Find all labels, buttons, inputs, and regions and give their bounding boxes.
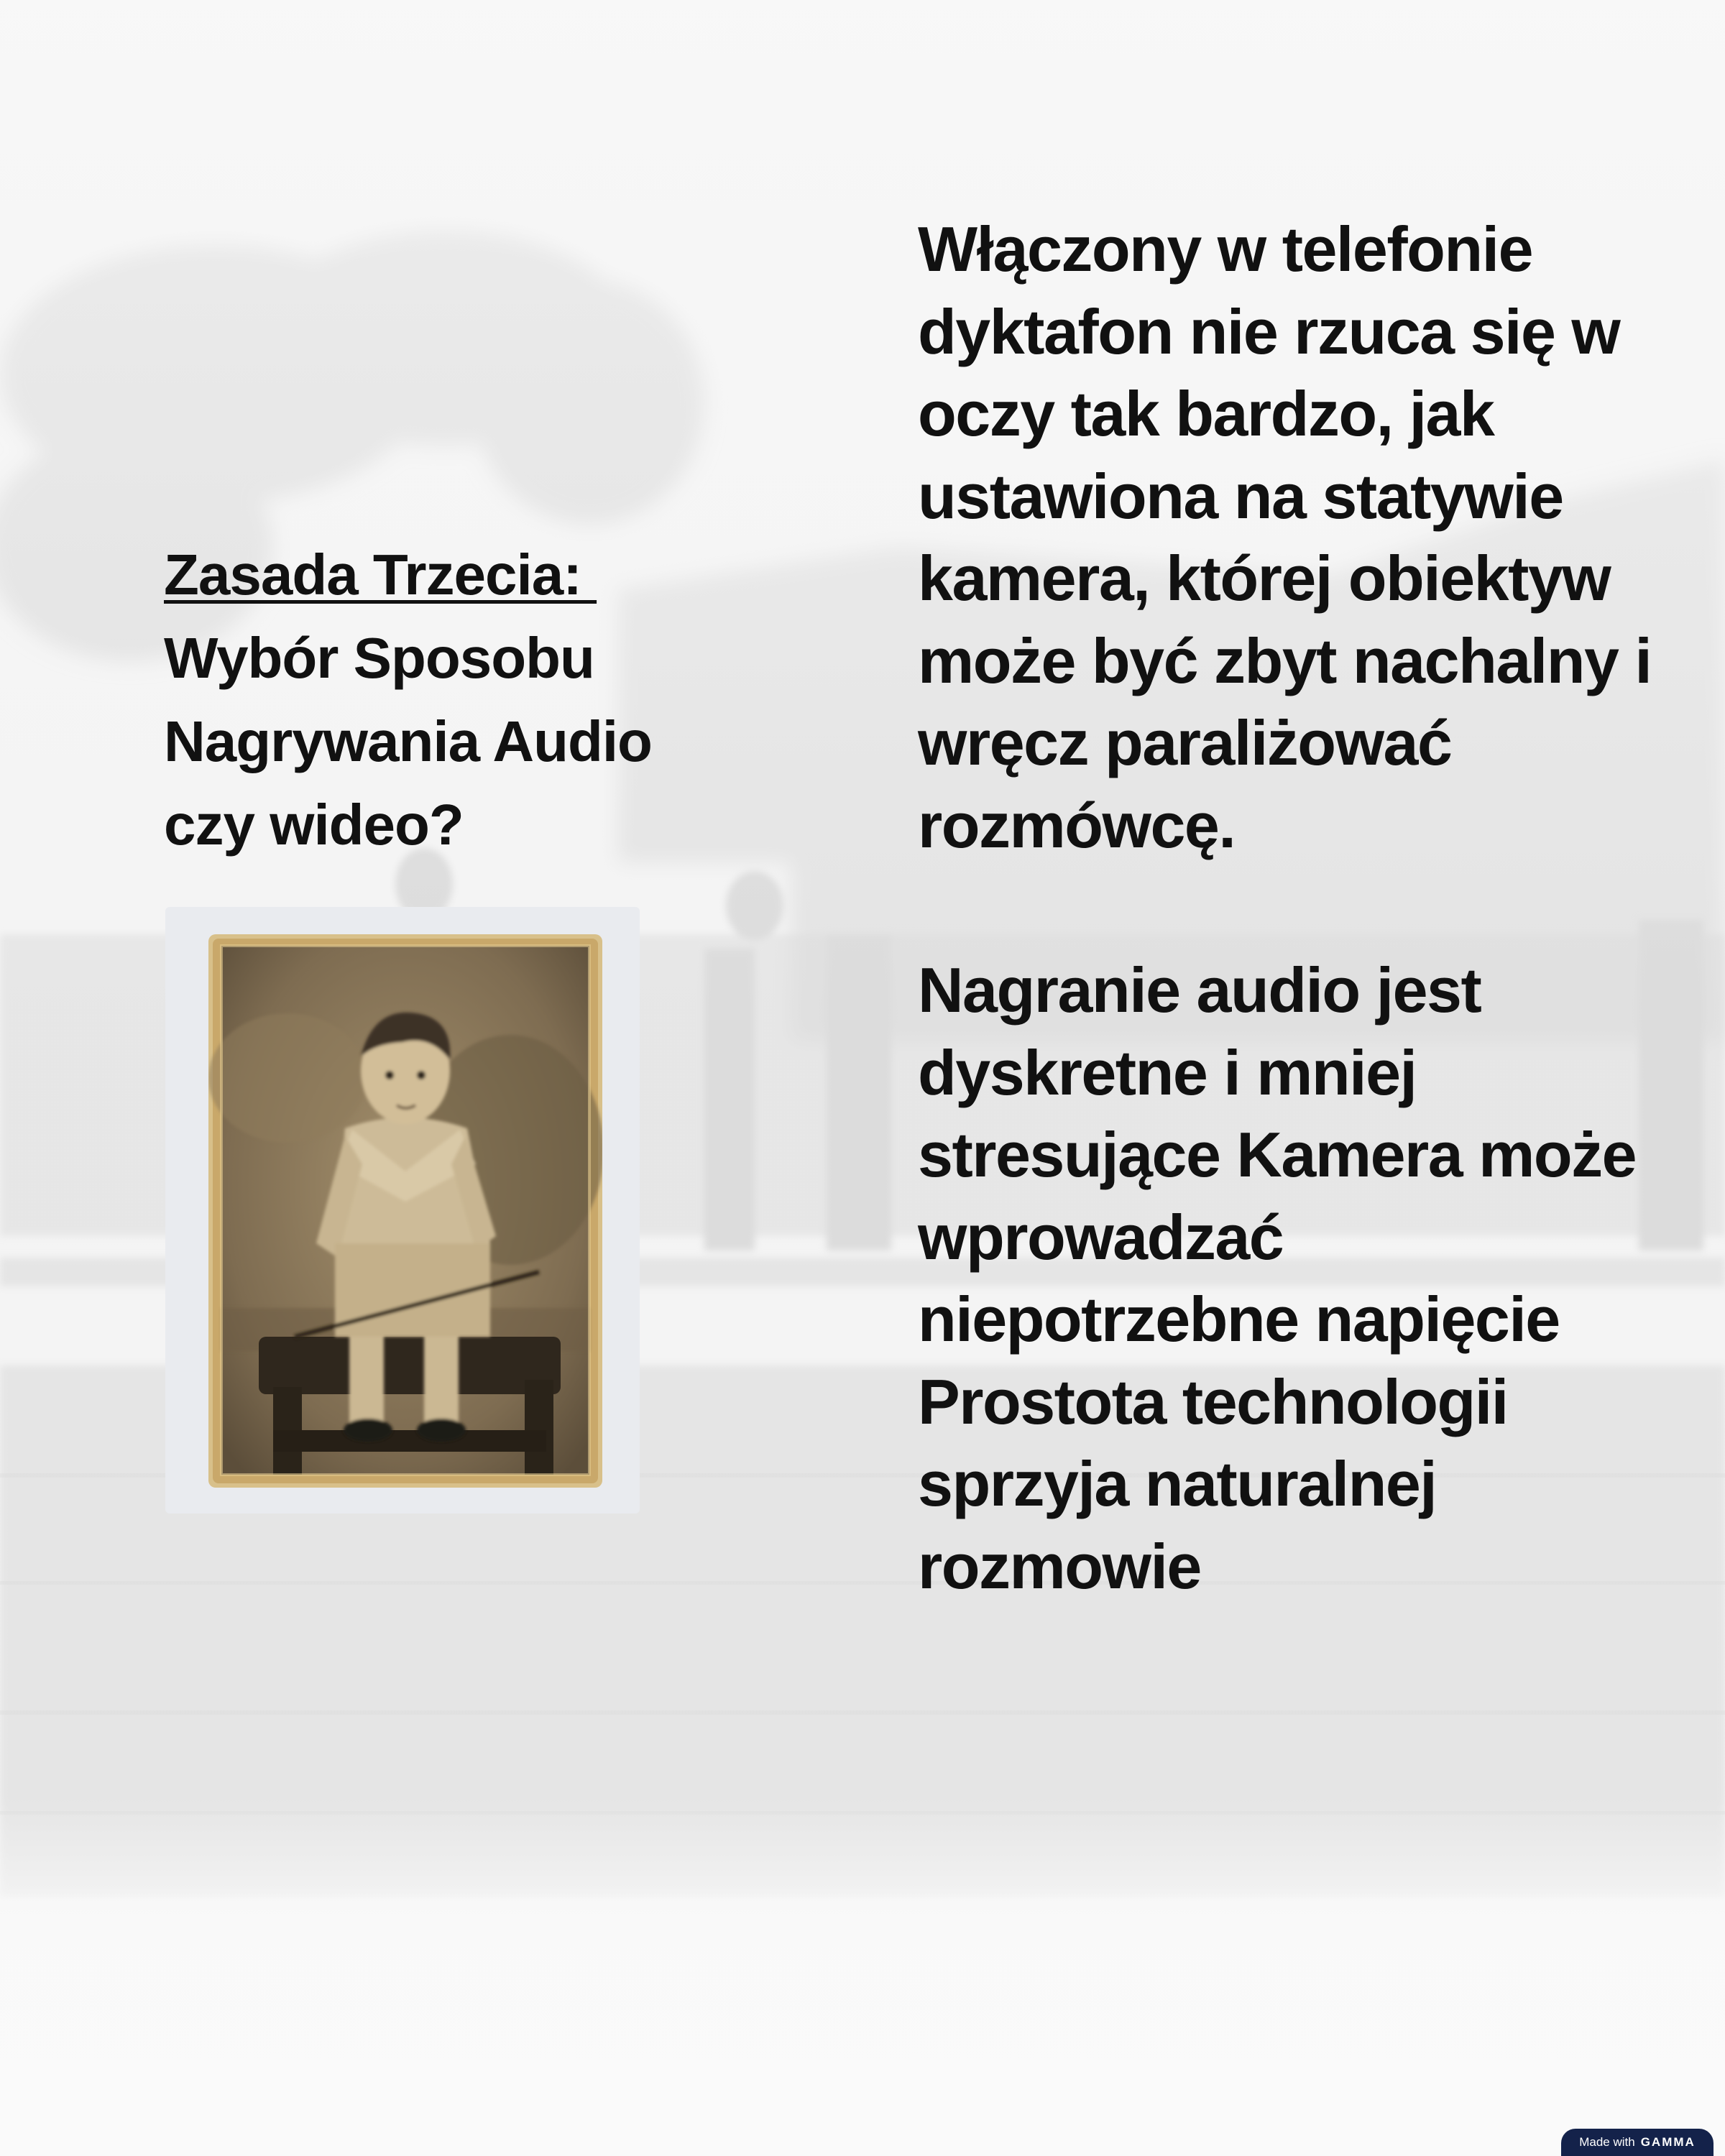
vintage-photo-boy-icon	[208, 934, 602, 1488]
body-paragraph-1: Włączony w telefonie dyktafon nie rzuca się w oczy tak bardzo, jak ustawiona na statywie kamera, której obiektyw może być zbyt nachalny i wręcz paraliżować rozmówcę.	[918, 213, 1652, 861]
heading-line-1: Wybór Sposobu	[164, 626, 594, 690]
gamma-logo: GAMMA	[1640, 2135, 1696, 2149]
slide-heading	[164, 533, 782, 867]
body-text	[918, 208, 1673, 1608]
heading-line-2: Nagrywania Audio	[164, 709, 652, 773]
paragraph-spacer	[918, 867, 1673, 949]
heading-line-3: czy wideo?	[164, 793, 464, 857]
made-with-gamma-badge[interactable]	[1561, 2129, 1714, 2156]
heading-title: Zasada Trzecia:	[164, 543, 597, 607]
badge-prefix: Made with	[1579, 2135, 1635, 2149]
body-paragraph-2: Nagranie audio jest dyskretne i mniej stresujące Kamera może wprowadzać niepotrzebne napięcie Prostota technologii sprzyja naturalnej rozmowie	[918, 954, 1637, 1602]
photo-frame	[165, 907, 640, 1514]
